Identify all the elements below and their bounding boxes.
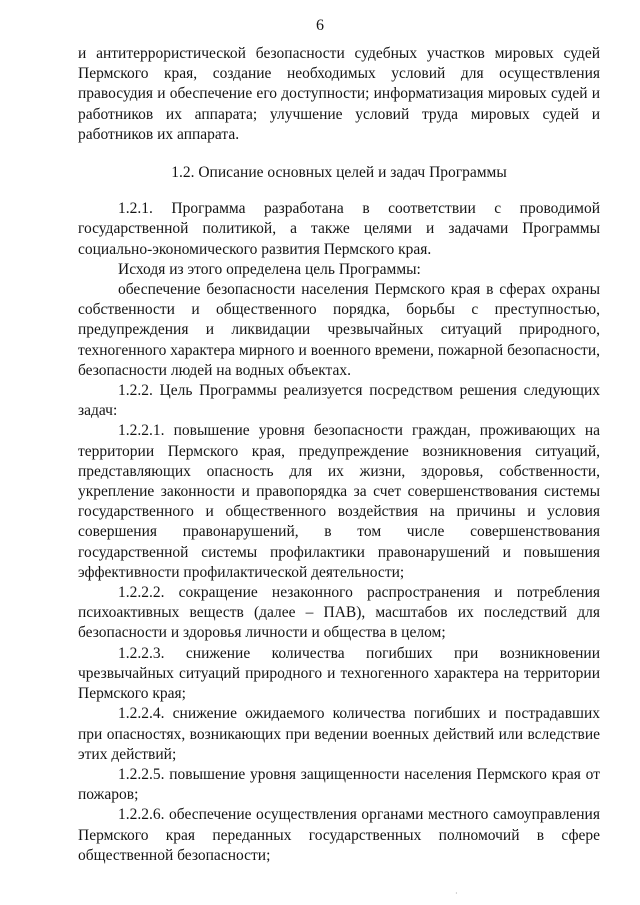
scan-artifact-mark: ·: [455, 889, 458, 898]
paragraph-1-2-2-6: 1.2.2.6. обеспечение осуществления органами местного самоуправления Пермского края переданных государственных полномочий в сфере общественной безопасности;: [78, 806, 600, 864]
paragraph-1-2-2-1: 1.2.2.1. повышение уровня безопасности граждан, проживающих на территории Пермского края, предупреждение возникновения ситуаций, представляющих опасность для их жизни, здоровья, собственности, укрепление законности и правопорядка за счет совершенствования системы государственного и общественного воздействия на причины и условия совершения правонарушений, в том числе совершенствования государственной системы профилактики правонарушений и повышения эффективности профилактической деятельности;: [78, 422, 600, 581]
paragraph-1-2-2-5: 1.2.2.5. повышение уровня защищенности населения Пермского края от пожаров;: [78, 765, 600, 804]
section-heading: 1.2. Описание основных целей и задач Программы: [171, 164, 507, 182]
paragraph-1-2-2-3: 1.2.2.3. снижение количества погибших при возникновении чрезвычайных ситуаций природного и техногенного характера на территории Пермского края;: [78, 644, 600, 703]
paragraph-1-2-1: 1.2.1. Программа разработана в соответствии с проводимой государственной политикой, а также целями и задачами Программы социально-экономического развития Пермского края.: [78, 200, 600, 258]
page-number: 6: [316, 17, 324, 34]
paragraph-goal-intro: Исходя из этого определена цель Программы:: [118, 260, 421, 278]
paragraph-1-2-2-4: 1.2.2.4. снижение ожидаемого количества погибших и пострадавших при опасностях, возникающих при ведении военных действий или вследствие этих действий;: [78, 705, 600, 763]
continuation-paragraph: и антитеррористической безопасности судебных участков мировых судей Пермского края, создание необходимых условий для осуществления правосудия и обеспечение его доступности; информатизация мировых судей и работников их аппарата; улучшение условий труда мировых судей и работников их аппарата.: [78, 45, 600, 143]
paragraph-goal: обеспечение безопасности населения Пермского края в сферах охраны собственности и общественного порядка, борьбы с преступностью, предупреждения и ликвидации чрезвычайных ситуаций природного, техногенного характера мирного и военного времени, пожарной безопасности, безопасности людей на водных объектах.: [78, 281, 600, 379]
paragraph-1-2-2: 1.2.2. Цель Программы реализуется посредством решения следующих задач:: [78, 382, 600, 420]
document-body: [78, 44, 600, 866]
paragraph-1-2-2-2: 1.2.2.2. сокращение незаконного распространения и потребления психоактивных веществ (далее – ПАВ), масштабов их последствий для безопасности и здоровья личности и общества в целом;: [78, 584, 600, 642]
